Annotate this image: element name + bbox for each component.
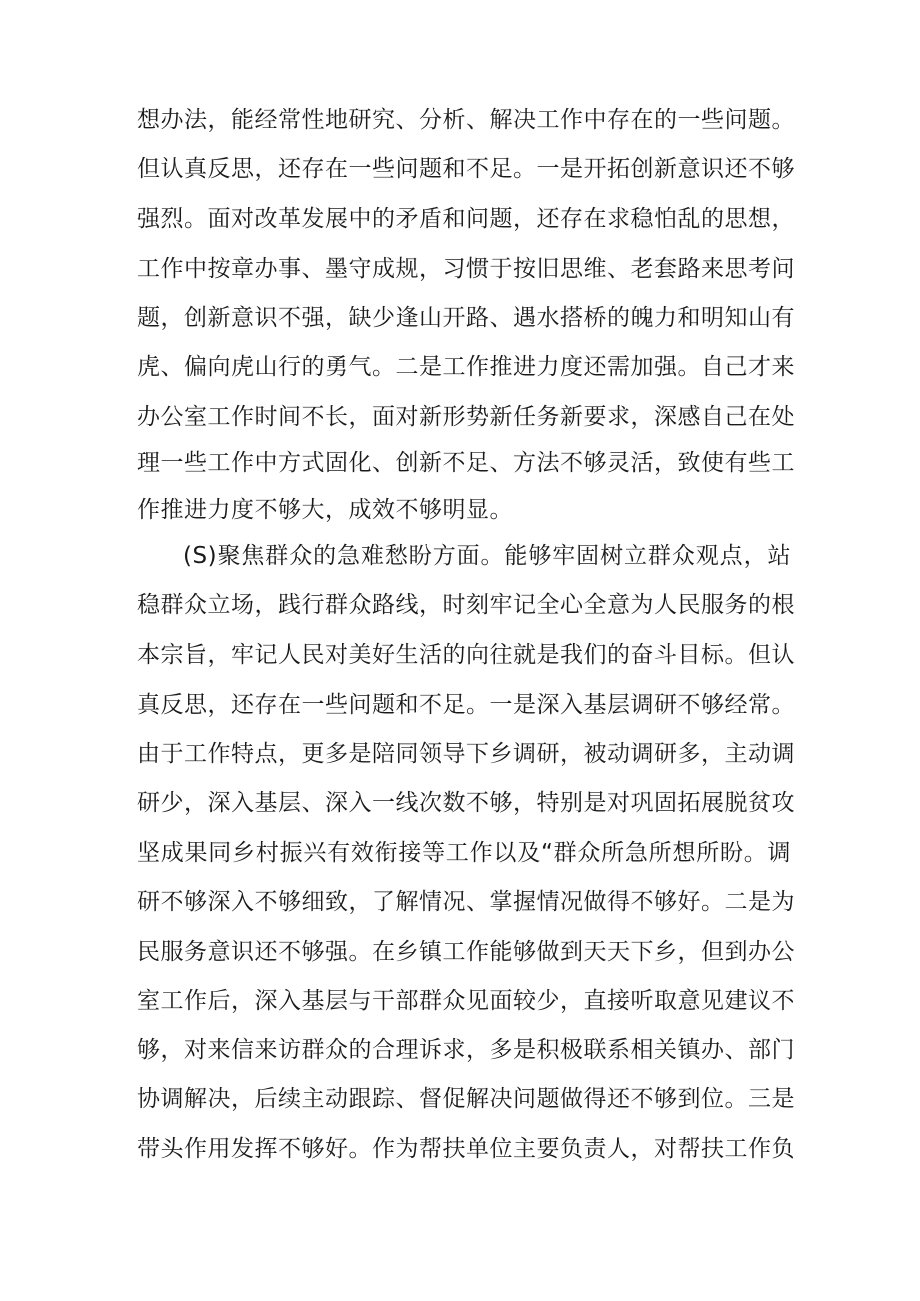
text-line: 真反思，还存在一些问题和不足。一是深入基层调研不够经常。 xyxy=(137,692,795,718)
text-line: 理一些工作中方式固化、创新不足、方法不够灵活，致使有些工 xyxy=(137,450,795,476)
text-line: 坚成果同乡村振兴有效衔接等工作以及“群众所急所想所盼。调 xyxy=(137,840,791,866)
text-line: 工作中按章办事、墨守成规，习惯于按旧思维、老套路来思考问 xyxy=(137,256,795,282)
text-line: 由于工作特点，更多是陪同领导下乡调研，被动调研多，主动调 xyxy=(137,741,795,767)
text-line: 虎、偏向虎山行的勇气。二是工作推进力度还需加强。自己才来 xyxy=(137,354,795,380)
text-line: 民服务意识还不够强。在乡镇工作能够做到天天下乡，但到办公 xyxy=(137,939,795,965)
text-line: 强烈。面对改革发展中的矛盾和问题，还存在求稳怕乱的思想， xyxy=(137,206,795,232)
text-line: 带头作用发挥不够好。作为帮扶单位主要负责人，对帮扶工作负 xyxy=(137,1136,795,1162)
text-line: 够，对来信来访群众的合理诉求，多是积极联系相关镇办、部门 xyxy=(137,1037,795,1063)
text-line: (S)聚焦群众的急难愁盼方面。能够牢固树立群众观点，站 xyxy=(183,543,791,569)
text-line: 稳群众立场，践行群众路线，时刻牢记全心全意为人民服务的根 xyxy=(137,592,795,618)
paragraph-1 xyxy=(137,103,795,430)
paragraph-2 xyxy=(137,539,795,1189)
text-line: 但认真反思，还存在一些问题和不足。一是开拓创新意识还不够 xyxy=(137,156,795,182)
text-line: 本宗旨，牢记人民对美好生活的向往就是我们的奋斗目标。但认 xyxy=(137,642,795,668)
paragraph-1-continued xyxy=(137,446,795,546)
text-line: 题，创新意识不强，缺少逢山开路、遇水搭桥的魄力和明知山有 xyxy=(137,305,795,331)
text-line: 室工作后，深入基层与干部群众见面较少，直接听取意见建议不 xyxy=(137,988,795,1014)
text-line: 办公室工作时间不长，面对新形势新任务新要求，深感自己在处 xyxy=(137,404,795,430)
text-line: 想办法，能经常性地研究、分析、解决工作中存在的一些问题。 xyxy=(137,107,795,133)
text-line: 作推进力度不够大，成效不够明显。 xyxy=(137,497,513,523)
text-line: 研少，深入基层、深入一线次数不够，特别是对巩固拓展脱贫攻 xyxy=(137,790,795,816)
text-line: 协调解决，后续主动跟踪、督促解决问题做得还不够到位。三是 xyxy=(137,1086,795,1112)
text-line: 研不够深入不够细致，了解情况、掌握情况做得不够好。二是为 xyxy=(137,889,795,915)
